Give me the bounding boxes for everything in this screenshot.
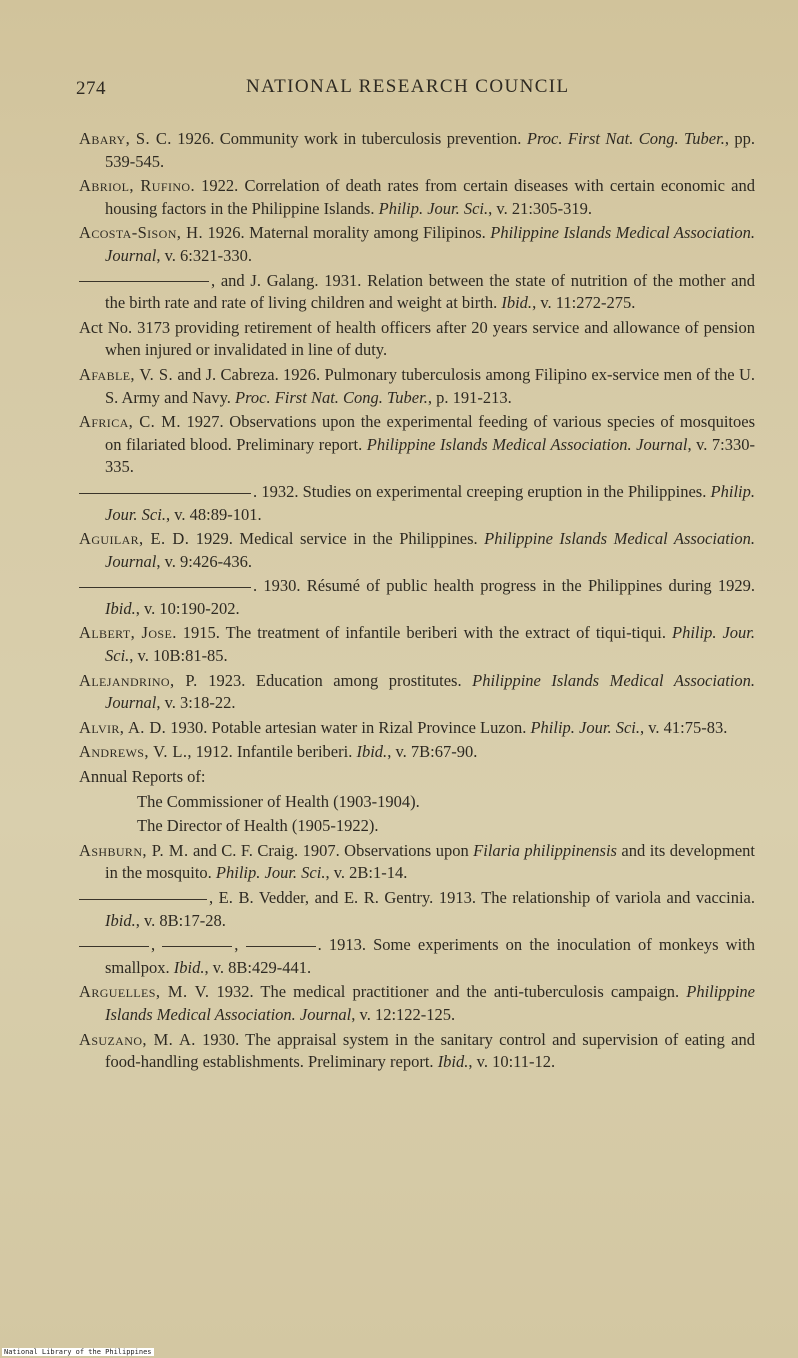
entry-author: Afable, V. S. (79, 364, 174, 384)
bib-entry: . 1930. Résumé of public health progress in the Philippines during 1929. Ibid., v. 10:190-202. (79, 575, 755, 620)
ditto-dash (162, 946, 232, 947)
bib-entry: Act No. 3173 providing retirement of health officers after 20 years service and allowance of pension when injured or invalidated in line of duty. (79, 317, 755, 360)
entry-author: Acosta-Sison, H. (79, 223, 204, 243)
ditto-dash (79, 587, 251, 588)
bib-entry: Ashburn, P. M. and C. F. Craig. 1907. Observations upon Filaria philippinensis and its development in the mosquito. Philip. Jour. Sci., v. 2B:1-14. (79, 840, 755, 883)
bib-entry: Albert, Jose. 1915. The treatment of infantile beriberi with the extract of tiqui-tiqui. Philip. Jour. Sci., v. 10B:81-85. (79, 623, 755, 666)
bib-entry: , E. B. Vedder, and E. R. Gentry. 1913. The relationship of variola and vaccinia. Ibid., v. 8B:17-28. (79, 887, 755, 932)
entry-author: Africa, C. M. (79, 412, 181, 432)
entry-author: Abriol, Rufino. (79, 176, 195, 196)
page-number: 274 (76, 78, 106, 99)
bibliography-list (79, 128, 755, 1076)
scan-credit: National Library of the Philippines (4, 1348, 152, 1356)
ditto-dash (79, 899, 207, 900)
bib-entry: . 1932. Studies on experimental creeping eruption in the Philippines. Philip. Jour. Sci., v. 48:89-101. (79, 481, 755, 526)
bib-entry: Arguelles, M. V. 1932. The medical practitioner and the anti-tuberculosis campaign. Philippine Islands Medical Association. Journal, v. 12:122-125. (79, 982, 756, 1024)
ditto-dash (246, 946, 316, 947)
entry-author: Ashburn, P. M. (79, 840, 189, 860)
entry-author: Albert, Jose. (79, 623, 177, 643)
entry-author: Arguelles, M. V. (79, 982, 210, 1002)
annual-report-item: The Commissioner of Health (1903-1904). (137, 791, 420, 811)
ditto-dash (79, 946, 149, 947)
entry-author: Alejandrino, P. (79, 670, 198, 690)
annual-report-item: The Director of Health (1905-1922). (137, 816, 379, 836)
bib-entry: Alejandrino, P. 1923. Education among prostitutes. Philippine Islands Medical Association. Journal, v. 3:18-22. (79, 670, 755, 713)
bib-entry: Aguilar, E. D. 1929. Medical service in the Philippines. Philippine Islands Medical Association. Journal, v. 9:426-436. (79, 529, 756, 571)
bib-entry: , , . 1913. Some experiments on the inoculation of monkeys with smallpox. Ibid., v. 8B:429-441. (79, 934, 755, 979)
entry-author: Asuzano, M. A. (79, 1029, 196, 1049)
bib-entry: Africa, C. M. 1927. Observations upon the experimental feeding of various species of mosquitoes on filariated blood. Preliminary report. Philippine Islands Medical Association. Journal, v. 7:330-335. (79, 412, 755, 477)
ditto-dash (79, 281, 209, 282)
entry-author: Alvir, A. D. (79, 717, 167, 737)
entry-author: Aguilar, E. D. (79, 529, 190, 549)
bib-entry: Afable, V. S. and J. Cabreza. 1926. Pulmonary tuberculosis among Filipino ex-service men of the U. S. Army and Navy. Proc. First Nat. Cong. Tuber., p. 191-213. (79, 364, 756, 407)
bib-entry: Asuzano, M. A. 1930. The appraisal system in the sanitary control and supervision of eating and food-handling establishments. Preliminary report. Ibid., v. 10:11-12. (79, 1029, 755, 1072)
bib-entry: Andrews, V. L., 1912. Infantile beriberi. Ibid., v. 7B:67-90. (79, 742, 478, 762)
annual-reports-heading: Annual Reports of: (79, 767, 206, 787)
bib-entry: Abary, S. C. 1926. Community work in tuberculosis prevention. Proc. First Nat. Cong. Tuber., pp. 539-545. (79, 129, 756, 171)
entry-author: Abary, S. C. (79, 129, 172, 148)
bib-entry: Alvir, A. D. 1930. Potable artesian water in Rizal Province Luzon. Philip. Jour. Sci., v. 41:75-83. (79, 717, 728, 737)
page-header (76, 76, 758, 106)
bib-entry: , and J. Galang. 1931. Relation between the state of nutrition of the mother and the birth rate and rate of living children and weight at birth. Ibid., v. 11:272-275. (79, 270, 755, 315)
entry-author: Andrews, V. L. (79, 742, 188, 762)
running-title: NATIONAL RESEARCH COUNCIL (246, 76, 570, 97)
ditto-dash (79, 493, 251, 494)
bib-entry: Abriol, Rufino. 1922. Correlation of death rates from certain diseases with certain economic and housing factors in the Philippine Islands. Philip. Jour. Sci., v. 21:305-319. (79, 176, 755, 218)
bib-entry: Acosta-Sison, H. 1926. Maternal morality among Filipinos. Philippine Islands Medical Association. Journal, v. 6:321-330. (79, 223, 755, 265)
